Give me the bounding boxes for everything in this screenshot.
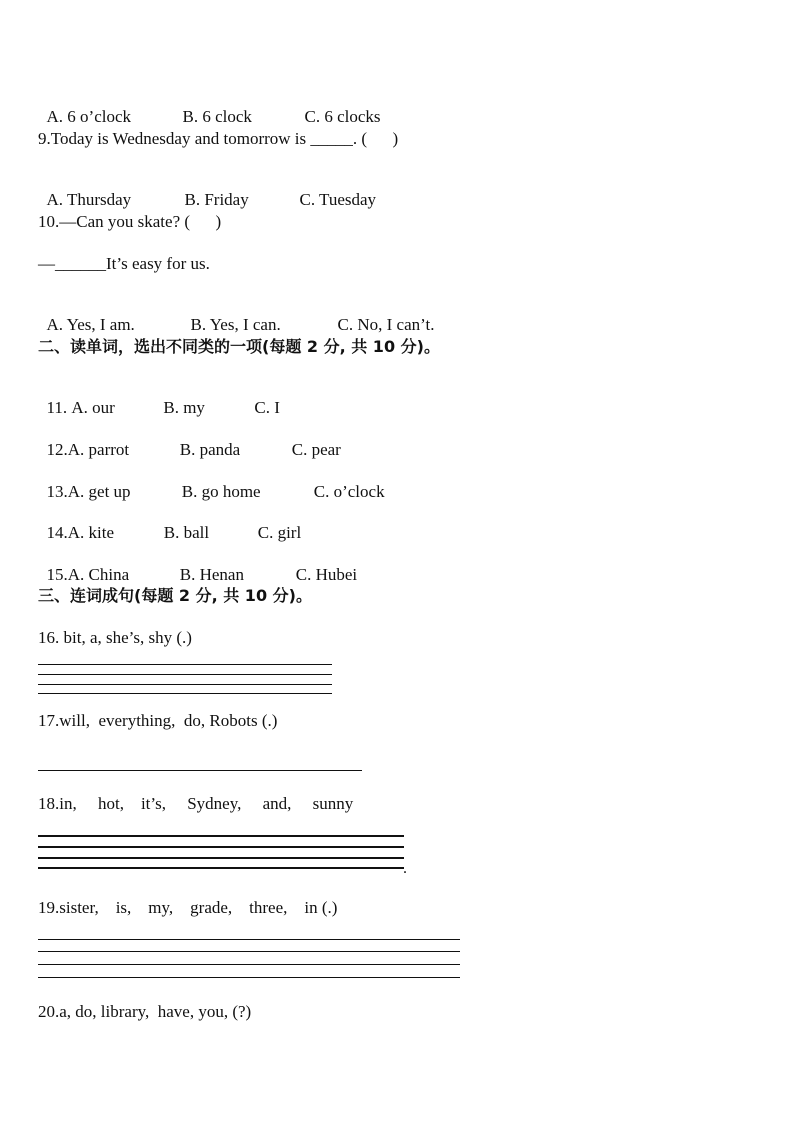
q9-option-a: A. Thursday: [46, 190, 132, 209]
q9-option-c: C. Tuesday: [299, 190, 377, 209]
q10-option-c: C. No, I can’t.: [337, 315, 435, 334]
q16-answer-rule: [38, 674, 332, 675]
q20-prompt: 20.a, do, library, have, you, (?): [38, 1002, 252, 1021]
q19-answer-rule: [38, 964, 460, 965]
q10-answer-line: —______It’s easy for us.: [38, 254, 210, 273]
q12-option-a: A. parrot: [67, 440, 130, 459]
q15: [38, 545, 357, 585]
q14-option-b: B. ball: [163, 523, 210, 542]
q13-option-b: B. go home: [181, 482, 261, 501]
q15-option-a: A. China: [67, 565, 130, 584]
q11-number: 11.: [46, 398, 72, 417]
q16-answer-rule: [38, 693, 332, 694]
q12-option-b: B. panda: [179, 440, 241, 459]
q12-number: 12.: [46, 440, 68, 459]
q11-option-b: B. my: [163, 398, 205, 417]
q8-option-b: B. 6 clock: [182, 107, 252, 126]
q15-number: 15.: [46, 565, 68, 584]
q19-answer-rule: [38, 939, 460, 940]
q8-options: [38, 87, 381, 127]
q13-option-a: A. get up: [67, 482, 131, 501]
q10-options: [38, 295, 434, 335]
q14-number: 14.: [46, 523, 68, 542]
q16-prompt: 16. bit, a, she’s, shy (.): [38, 628, 192, 647]
q12: [38, 420, 341, 460]
q13-number: 13.: [46, 482, 68, 501]
q12-option-c: C. pear: [291, 440, 341, 459]
q18-answer-rule: [38, 867, 404, 869]
q15-option-b: B. Henan: [179, 565, 244, 584]
q19-answer-rule: [38, 977, 460, 978]
q11: [38, 378, 280, 418]
q18-end-mark: .: [403, 860, 407, 877]
q14-option-c: C. girl: [257, 523, 302, 542]
q18-answer-rule: [38, 835, 404, 837]
q13-option-c: C. o’clock: [313, 482, 385, 501]
q11-option-c: C. I: [254, 398, 280, 417]
q14-option-a: A. kite: [67, 523, 115, 542]
q8-option-a: A. 6 o’clock: [46, 107, 132, 126]
q9-option-b: B. Friday: [184, 190, 249, 209]
q18-answer-rule: [38, 857, 404, 859]
q17-prompt: 17.will, everything, do, Robots (.): [38, 711, 278, 730]
q16-answer-rule: [38, 684, 332, 685]
q13: [38, 462, 385, 502]
q15-option-c: C. Hubei: [295, 565, 358, 584]
q8-option-c: C. 6 clocks: [304, 107, 381, 126]
q10-stem: 10.—Can you skate? ( ): [38, 212, 222, 231]
q14: [38, 503, 301, 543]
q11-option-a: A. our: [71, 398, 115, 417]
section3-heading: 三、连词成句(每题 2 分, 共 10 分)。: [38, 586, 312, 605]
q17-answer-rule: [38, 770, 362, 771]
q19-prompt: 19.sister, is, my, grade, three, in (.): [38, 898, 338, 917]
q10-option-a: A. Yes, I am.: [46, 315, 135, 334]
q10-option-b: B. Yes, I can.: [190, 315, 281, 334]
section2-heading: 二、读单词，选出不同类的一项(每题 2 分, 共 10 分)。: [38, 337, 440, 356]
q9-stem: 9.Today is Wednesday and tomorrow is _____. ( ): [38, 129, 399, 148]
q18-prompt: 18.in, hot, it’s, Sydney, and, sunny: [38, 794, 354, 813]
q16-answer-rule: [38, 664, 332, 665]
q18-answer-rule: [38, 846, 404, 848]
q19-answer-rule: [38, 951, 460, 952]
q9-options: [38, 170, 376, 210]
